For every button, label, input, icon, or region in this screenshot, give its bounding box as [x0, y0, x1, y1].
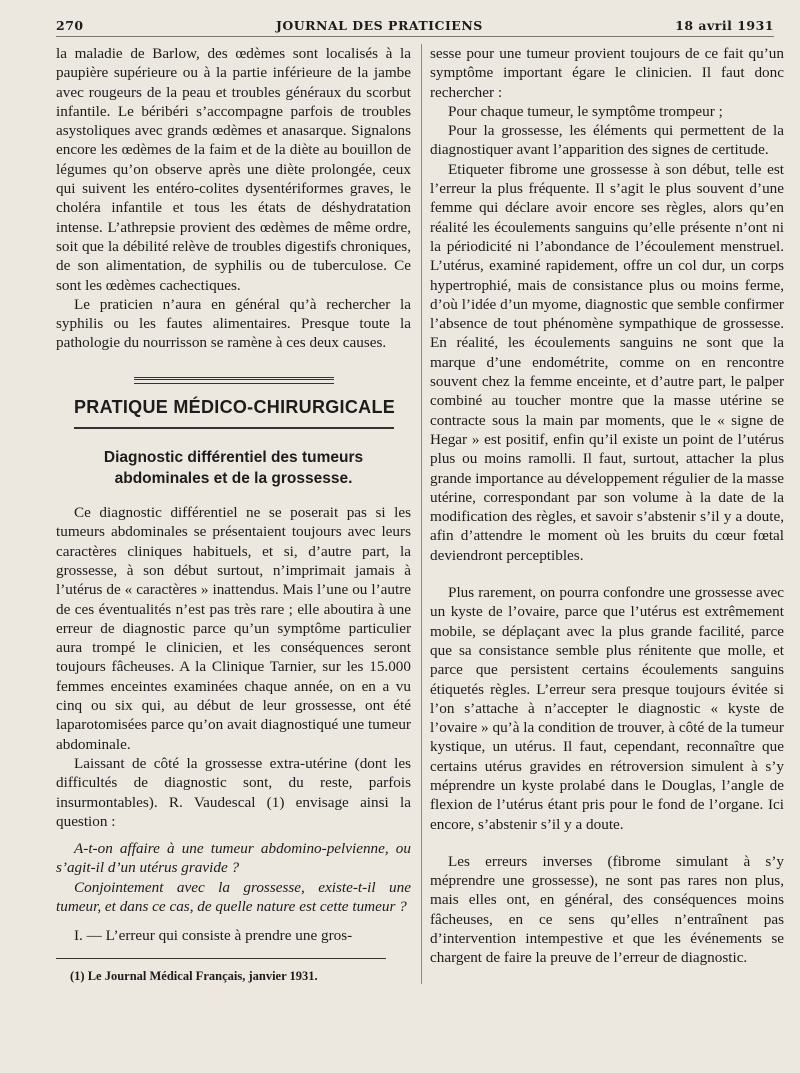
page-number: 270 — [56, 18, 84, 33]
column-rule — [421, 44, 422, 984]
text-columns — [56, 44, 786, 1073]
right-column — [430, 44, 784, 968]
footnote-rule — [56, 958, 386, 959]
paragraph: Ce diagnostic différentiel ne se poserait pas si les tumeurs abdominales se présentaient toujours avec leurs caractères cliniques habituels, et si, d’autre part, la grossesse, à son début surtout, n’imprimait jamais à l’utérus de « caractères » inattendus. Mais l’une ou l’autre de ces éventualités n’est pas très rare ; elle aboutira à une erreur de diagnostic parce qu’un symptôme particulier aura trompé le clinicien, et les conséquences seront toujours fâcheuses. A la Clinique Tarnier, sur les 15.000 femmes enceintes examinées chaque année, on en a vu cinq ou six qui, au début de leur grossesse, ont été laparotomisées parce qu’on avait diagnostiqué une tumeur abdominale. — [56, 504, 411, 753]
paragraph: Laissant de côté la grossesse extra-utérine (dont les difficultés de diagnostic sont, du reste, parfois insurmontables). R. Vaudescal (1) envisage ainsi la question : — [56, 754, 411, 830]
page-header — [56, 18, 774, 37]
paragraph: I. — L’erreur qui consiste à prendre une gros- — [74, 927, 353, 945]
paragraph: Les erreurs inverses (fibrome simulant à s’y méprendre une grossesse), ne sont pas rares non plus, mais elles ont, en général, des conséquences moins fâcheuses, en ce sens qu’elles n’entraînent pas d’intervention intempestive et que les événements se chargent de faire la preuve de l’erreur de diagnostic. — [430, 852, 784, 967]
spacer — [430, 565, 784, 583]
paragraph: Le praticien n’aura en général qu’à rechercher la syphilis ou les fautes alimentaires. Presque toute la pathologie du nourrisson se ramène à ces deux causes. — [56, 295, 411, 352]
issue-date: 18 avril 1931 — [675, 18, 774, 33]
section-divider — [134, 377, 334, 384]
question: Conjointement avec la grossesse, existe-t-il une tumeur, et dans ce cas, de quelle nature est cette tumeur ? — [56, 878, 411, 915]
journal-title: JOURNAL DES PRATICIENS — [275, 18, 483, 33]
paragraph: Plus rarement, on pourra confondre une grossesse avec un kyste de l’ovaire, parce que l’utérus est extrêmement mobile, se déplaçant avec la plus grande facilité, parce que sa consistance semble plus rénitente que molle, et parce que persistent certains écoulements sanguins étiquetés règles. L’erreur sera presque toujours évitée si l’on s’attache à n’accepter le diagnostic « kyste de l’ovaire » qu’à la condition de trouver, à côté de la tumeur kystique, un utérus. Il faut, cependant, reconnaître que certains utérus gravides en rétroversion simulent à s’y méprendre un kyste prolabé dans le Douglas, l’angle de flexion de l’utérus étant pris pour le fond de l’organe. Ici encore, s’abstenir s’il y a doute. — [430, 584, 784, 833]
left-column — [56, 44, 411, 986]
footnote: (1) Le Journal Médical Français, janvier 1931. — [70, 968, 318, 983]
section-rule — [74, 427, 394, 429]
paragraph: Pour la grossesse, les éléments qui permettent de la diagnostiquer avant l’apparition des signes de certitude. — [430, 122, 784, 159]
paragraph: sesse pour une tumeur provient toujours de ce fait qu’un symptôme important égare le clinicien. Il faut donc rechercher : — [430, 45, 784, 101]
question: A-t-on affaire à une tumeur abdomino-pelvienne, ou s’agit-il d’un utérus gravide ? — [56, 840, 411, 877]
section-title: PRATIQUE MÉDICO-CHIRURGICALE — [74, 396, 396, 417]
paragraph: Pour chaque tumeur, le symptôme trompeur ; — [448, 102, 723, 120]
article-title: Diagnostic différentiel des tumeurs abdominales et de la grossesse. — [103, 449, 364, 488]
paragraph: Etiqueter fibrome une grossesse à son début, telle est l’erreur la plus fréquente. Il s’agit le plus souvent d’une femme qui déclare avoir encore ses règles, alors qu’en réalité les écoulements sanguins qu’elle présente n’ont ni la périodicité ni l’abondance de l’écoulement menstruel. L’utérus, examiné rapidement, offre un col dur, un corps hypertrophié, mais de consistance plus ou moins ferme, d’où l’idée d’un myome, diagnostic que semble confirmer l’absence de tout phénomène sympathique de grossesse. En réalité, les écoulements sanguins ne sont que la marque d’une endométrite, comme on en rencontre souvent chez la femme enceinte, et d’autre part, le palper combiné au toucher montre que la masse utérine se contracte sous la main par moments, que le « signe de Hegar » est positif, enfin qu’il existe un point de l’utérus plus ou moins ramolli. Il faut, surtout, attacher la plus grande importance au développement régulier de la masse utérine, correspondant par son volume à la date de la modification des règles, et savoir s’abstenir s’il y a doute, afin d’attendre le moment où les bruits du cœur fœtal deviendront perceptibles. — [430, 160, 784, 564]
spacer — [430, 834, 784, 852]
paragraph: la maladie de Barlow, des œdèmes sont localisés à la paupière supérieure ou à la partie inférieure de la jambe avec rougeurs de la peau et troubles généraux du scorbut infantile. Le béribéri s’accompagne parfois de troubles asystoliques avec grands œdèmes et anasarque. Signalons encore les œdèmes de la faim et de la diète au bouillon de légumes qu’on observe après une diète prolongée, ceux qui suivent les entéro-colites dysentériformes graves, le choléra infantile et tous les états de déshydratation intense. L’athrepsie provient des œdèmes de même ordre, soit que la débilité relève de troubles digestifs chroniques, de son alimentation, de syphilis ou de tuberculose. Ce sont les œdèmes cachectiques. — [56, 45, 411, 294]
question-block — [56, 839, 411, 916]
